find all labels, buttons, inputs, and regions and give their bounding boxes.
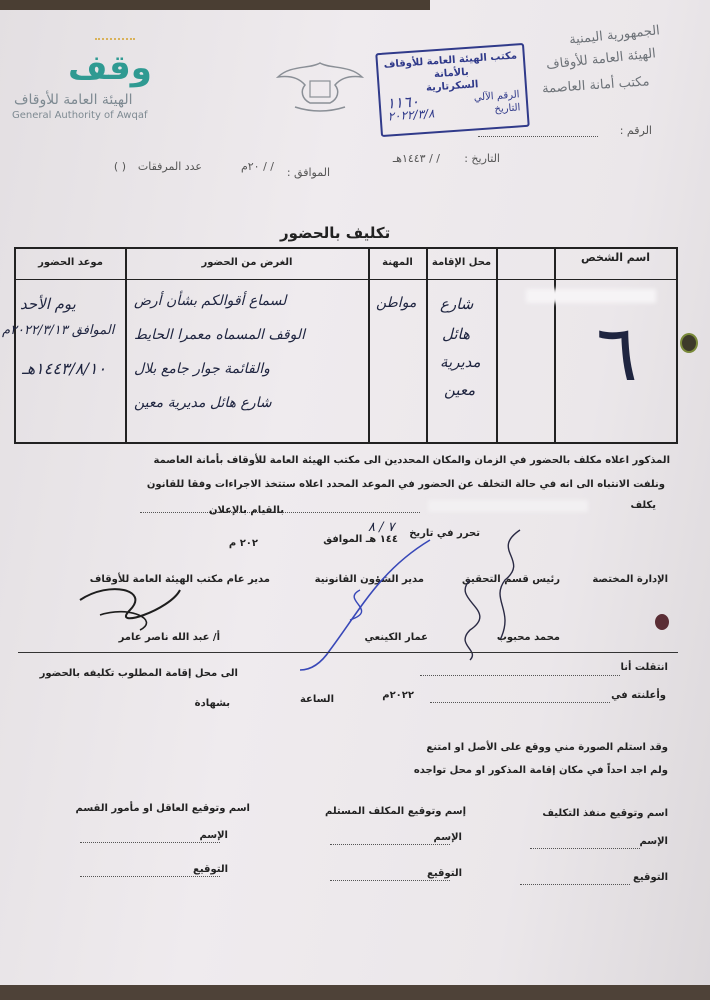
attachments-value: ( ) <box>113 160 126 173</box>
announce-label: بالقيام بالإعلان <box>208 505 284 516</box>
chief-sign-line <box>80 876 220 877</box>
stamp-line4: التاريخ <box>494 102 521 116</box>
residence-line1: شارع <box>440 295 474 313</box>
executor-sign-label: التوقيع <box>633 872 668 883</box>
signatory-2: عمار الكينعي <box>364 632 428 643</box>
recipient-sign-label: التوقيع <box>427 868 462 879</box>
redacted-assignee <box>428 500 588 512</box>
col-residence: محل الإقامة <box>431 257 492 268</box>
office-general-manager: مدير عام مكتب الهيئة العامة للأوقاف <box>89 574 270 585</box>
residence-line4: معين <box>444 381 476 399</box>
received-label: وقد استلم الصورة مني ووقع على الأصل او امتنع <box>426 742 668 753</box>
residence-line2: هائل <box>442 325 471 343</box>
yemen-emblem-icon <box>270 55 370 115</box>
waqf-logo: وقف <box>68 48 152 88</box>
executor-sign-line <box>520 884 630 885</box>
chief-name-line <box>80 842 220 843</box>
to-residence: الى محل إقامة المطلوب تكليفه بالحضور <box>39 668 238 679</box>
issued-handwritten: ٧ / ٨ <box>368 520 395 535</box>
signatory-1: محمد محبوب <box>496 632 560 643</box>
notified-label: وأعلنته في <box>611 690 666 701</box>
not-found-label: ولم اجد احداً في مكان إقامة المذكور او محل تواجده <box>413 765 668 776</box>
executor-name-line <box>530 848 640 849</box>
legal-affairs-director: مدير الشؤون القانونية <box>314 574 424 585</box>
attachments-label: عدد المرفقات <box>137 160 202 173</box>
corresponding-label: الموافق : <box>286 166 330 179</box>
logo-ornament-icon <box>95 38 135 48</box>
moved-label: انتقلت أنا <box>620 662 668 673</box>
date-label: التاريخ : <box>464 152 500 165</box>
year-label: ٢٠٢٢م <box>382 690 414 701</box>
signatory-3: أ/ عبد الله ناصر عامر <box>118 632 220 643</box>
header-authority: الهيئة العامة للأوقاف <box>545 46 657 73</box>
date-hijri: / / ١٤٤٣هـ <box>392 152 440 165</box>
header-republic: الجمهورية اليمنية <box>568 23 661 48</box>
recipient-sign-line <box>330 880 450 881</box>
form-title: تكليف بالحضور <box>280 224 391 242</box>
section-divider <box>18 652 678 653</box>
ref-label: الرقم : <box>619 124 652 137</box>
recipient-title: إسم وتوقيع المكلف المستلم <box>324 806 466 817</box>
purpose-line2: الوقف المسماه معمرا الحايط <box>134 327 305 343</box>
header-capital-office: مكتب أمانة العاصمة <box>542 74 651 97</box>
summons-table <box>2 247 678 444</box>
notified-line <box>430 702 610 703</box>
col-purpose: الغرض من الحضور <box>201 257 293 268</box>
col-appointment: موعد الحضور <box>38 257 103 268</box>
background-edge-bottom <box>0 985 710 1000</box>
col-person-name: اسم الشخص <box>580 251 651 264</box>
executor-title: اسم وتوقيع منفذ التكليف <box>542 808 668 819</box>
stamp-line1: مكتب الهيئة العامة للأوقاف بالأمانة <box>383 50 518 81</box>
body-line1: المذكور اعلاه مكلف بالحضور في الزمان والمكان المحددين الى مكتب الهيئة العامة للأوقاف بأمانة العاصمة <box>153 455 670 466</box>
col-profession: المهنة <box>382 257 413 268</box>
authority-name-ar: الهيئة العامة للأوقاف <box>14 92 133 108</box>
stamp-handwritten-date: ٢٠٢٢/٣/٨ <box>387 106 435 124</box>
stamp-line2: السكرتارية <box>425 79 479 94</box>
stamp-line3: الرقم الآلي <box>473 89 520 104</box>
competent-dept: الإدارة المختصة <box>592 574 668 585</box>
appointment-line2: الموافق ٢٠٢٢/٣/١٣م <box>2 323 115 338</box>
signature-scribbles <box>0 520 710 680</box>
witness-label: بشهادة <box>194 698 230 709</box>
secretariat-stamp <box>375 43 529 137</box>
recipient-name-line <box>330 844 450 845</box>
issued-hijri: ١٤٤ هـ الموافق <box>323 534 398 545</box>
purpose-line3: والقائمة جوار جامع بلال <box>134 361 270 377</box>
ref-line <box>478 136 598 137</box>
profession-value: مواطن <box>376 295 417 311</box>
person-number: ٦ <box>596 309 638 399</box>
chief-title: اسم وتوقيع العاقل او مأمور القسم <box>75 803 250 814</box>
background-edge-top <box>0 0 430 10</box>
issued-gregorian: ٢٠٢ م <box>228 538 258 549</box>
authority-name-en: General Authority of Awqaf <box>12 110 148 121</box>
assign-label: يكلف <box>630 500 656 511</box>
moved-line <box>420 675 620 676</box>
punch-hole-top <box>680 333 698 353</box>
chief-name-label: الإسم <box>199 830 228 841</box>
executor-name-label: الإسم <box>639 836 668 847</box>
investigation-head: رئيس قسم التحقيق <box>461 574 560 585</box>
body-line2: ونلفت الانتباه الى انه في حالة التخلف عن الحضور في الموعد المحدد اعلاه ستتخذ الاجراءات وفقا للقانون <box>146 479 665 490</box>
appointment-line3: ١٤٤٣/٨/١٠هـ <box>22 359 107 378</box>
purpose-line4: شارع هائل مديرية معين <box>134 395 272 411</box>
appointment-line1: يوم الأحد <box>20 295 76 313</box>
stamp-handwritten-number: ١١٦٠ <box>386 92 420 113</box>
hour-label: الساعة <box>299 694 334 705</box>
redacted-name <box>526 289 656 303</box>
residence-line3: مديرية <box>440 353 481 371</box>
chief-sign-label: التوقيع <box>193 864 228 875</box>
issued-label: تحرر في تاريخ <box>409 528 480 539</box>
purpose-line1: لسماع أقوالكم بشأن أرض <box>134 293 287 309</box>
recipient-name-label: الإسم <box>433 832 462 843</box>
date-gregorian: / / ٢٠م <box>240 160 274 173</box>
